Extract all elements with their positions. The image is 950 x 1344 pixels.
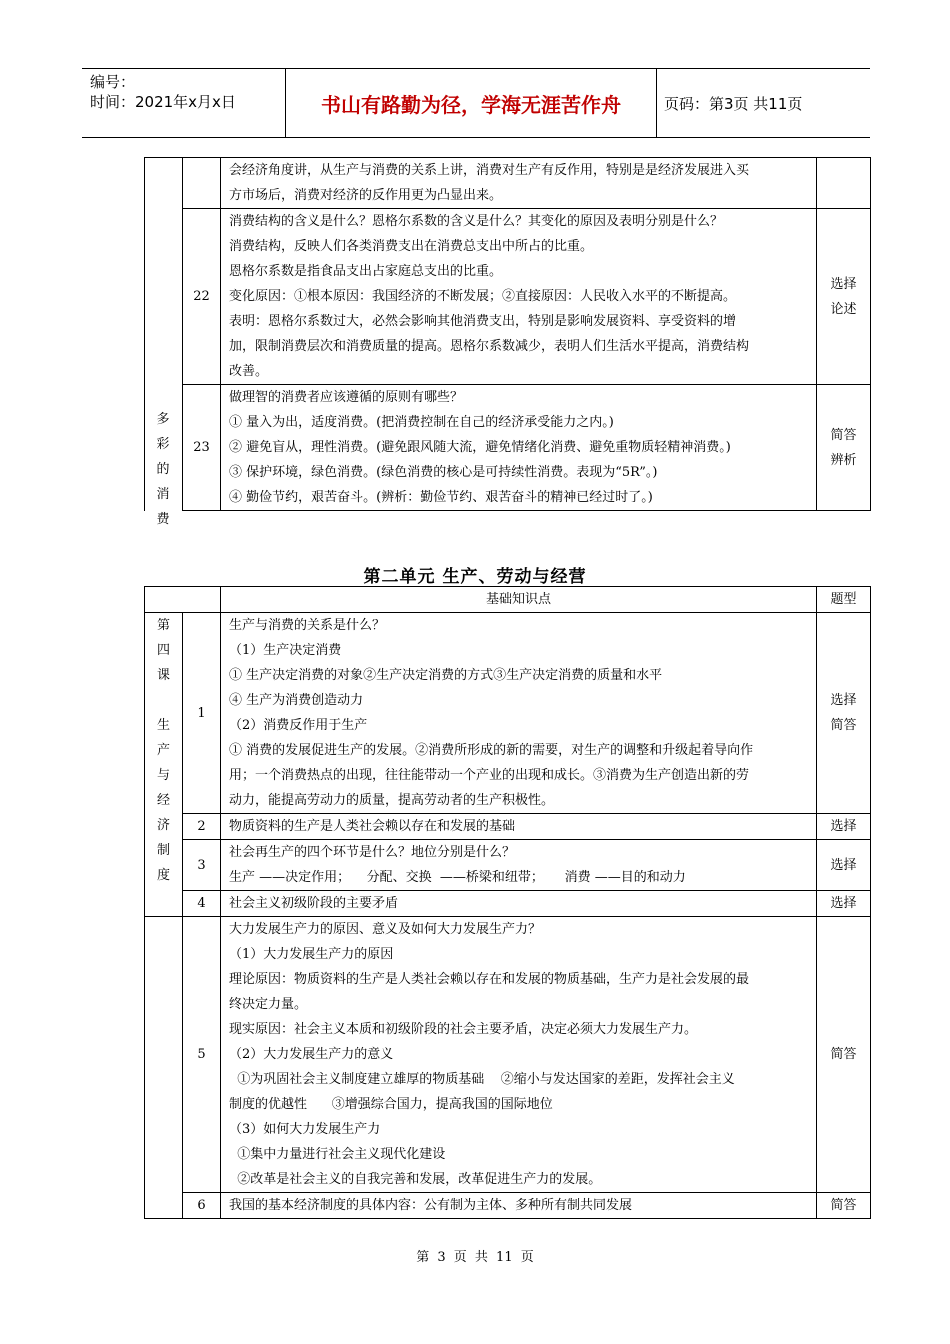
row-content <box>221 1193 817 1219</box>
content-line: 消费结构的含义是什么？恩格尔系数的含义是什么？其变化的原因及表明分别是什么？ <box>229 214 724 229</box>
row-number: 23 <box>183 385 221 511</box>
type-label: 论述 <box>830 301 857 317</box>
question-type: 简答 <box>817 1193 871 1219</box>
date-label: 时间：2021年x月x日 <box>90 93 236 111</box>
content-line: 改善。 <box>229 364 269 379</box>
col-header: 基础知识点 <box>221 587 817 613</box>
header-left-cell <box>82 69 285 137</box>
table-row <box>145 209 871 385</box>
question-type <box>817 613 871 814</box>
row-number: 5 <box>183 917 221 1193</box>
row-content <box>221 891 817 917</box>
row-content <box>221 814 817 840</box>
side-char: 费 <box>156 512 170 527</box>
content-line: ②改革是社会主义的自我完善和发展，改革促进生产力的发展。 <box>229 1172 602 1187</box>
motto: 书山有路勤为径，学海无涯苦作舟 <box>285 69 657 137</box>
type-header: 题型 <box>817 587 871 613</box>
table-row <box>145 814 871 840</box>
question-type: 简答 <box>817 917 871 1193</box>
content-line: ④ 勤俭节约，艰苦奋斗。(辨析：勤俭节约、艰苦奋斗的精神已经过时了。) <box>229 490 653 505</box>
row-number: 4 <box>183 891 221 917</box>
side-blank <box>145 917 183 1219</box>
content-line: （2）大力发展生产力的意义 <box>229 1047 394 1062</box>
row-content <box>221 613 817 814</box>
unit-title: 第二单元 生产、劳动与经营 <box>363 567 587 587</box>
content-line: 恩格尔系数是指食品支出占家庭总支出的比重。 <box>229 264 503 279</box>
side-char: 四 <box>156 643 170 658</box>
side-char: 济 <box>156 818 170 833</box>
row-number: 2 <box>183 814 221 840</box>
side-char: 消 <box>156 487 170 502</box>
side-char: 产 <box>156 743 170 758</box>
type-label: 选择 <box>830 693 857 708</box>
table-row <box>145 613 871 814</box>
page-footer: 第 3 页 共 11 页 <box>416 1250 534 1265</box>
row-content <box>221 209 817 385</box>
content-line: 加，限制消费层次和消费质量的提高。恩格尔系数减少，表明人们生活水平提高，消费结构 <box>229 339 750 354</box>
content-line: （2）消费反作用于生产 <box>229 718 368 733</box>
question-type: 选择 <box>817 814 871 840</box>
row-number: 3 <box>183 840 221 891</box>
side-char <box>145 688 182 713</box>
header-blank <box>145 587 221 613</box>
lesson-table-1 <box>144 157 871 511</box>
table-row <box>145 385 871 511</box>
content-line: 用；一个消费热点的出现，往往能带动一个产业的出现和成长。③消费为生产创造出新的劳 <box>229 768 750 783</box>
question-type <box>817 385 871 511</box>
content-line: ② 避免盲从，理性消费。(避免跟风随大流，避免情绪化消费、避免重物质轻精神消费。) <box>229 440 731 455</box>
content-line: ①为巩固社会主义制度建立雄厚的物质基础 ②缩小与发达国家的差距，发挥社会主义 <box>229 1072 735 1087</box>
side-char: 经 <box>156 793 170 808</box>
row-number: 1 <box>183 613 221 814</box>
number-label: 编号： <box>90 73 136 91</box>
question-type: 选择 <box>817 891 871 917</box>
content-line: 生产与消费的关系是什么？ <box>229 618 386 633</box>
question-type: 选择 <box>817 840 871 891</box>
side-char: 度 <box>156 868 170 883</box>
content-line: 社会主义初级阶段的主要矛盾 <box>229 896 399 911</box>
content-line: 我国的基本经济制度的具体内容：公有制为主体、多种所有制共同发展 <box>229 1198 633 1213</box>
content-line: 会经济角度讲，从生产与消费的关系上讲，消费对生产有反作用，特别是是经济发展进入买 <box>229 163 750 178</box>
side-char: 课 <box>156 668 170 683</box>
row-number: 6 <box>183 1193 221 1219</box>
content-line: 消费结构，反映人们各类消费支出在消费总支出中所占的比重。 <box>229 239 594 254</box>
question-type <box>817 158 871 209</box>
content-line: 大力发展生产力的原因、意义及如何大力发展生产力？ <box>229 922 542 937</box>
content-line: 物质资料的生产是人类社会赖以存在和发展的基础 <box>229 819 516 834</box>
question-type <box>817 209 871 385</box>
type-label: 选择 <box>830 276 857 292</box>
side-char: 的 <box>156 462 170 477</box>
content-line: 现实原因：社会主义本质和初级阶段的社会主要矛盾，决定必须大力发展生产力。 <box>229 1022 698 1037</box>
table-header-row <box>145 587 871 613</box>
content-line: 终决定力量。 <box>229 997 308 1012</box>
table-row <box>145 917 871 1193</box>
content-line: ④ 生产为消费创造动力 <box>229 693 364 708</box>
side-char: 彩 <box>156 437 170 452</box>
content-line: 社会再生产的四个环节是什么？地位分别是什么？ <box>229 845 516 860</box>
content-line: （1）生产决定消费 <box>229 643 342 658</box>
row-content <box>221 385 817 511</box>
side-char: 制 <box>156 843 170 858</box>
content-line: （1）大力发展生产力的原因 <box>229 947 394 962</box>
content-line: ③ 保护环境，绿色消费。(绿色消费的核心是可持续性消费。表现为“5R”。) <box>229 465 658 480</box>
content-line: ① 消费的发展促进生产的发展。②消费所形成的新的需要，对生产的调整和升级起着导向作 <box>229 743 754 758</box>
side-char: 第 <box>156 618 170 633</box>
page-header <box>82 68 870 138</box>
row-number: 22 <box>183 209 221 385</box>
content-line: ① 生产决定消费的对象②生产决定消费的方式③生产决定消费的质量和水平 <box>229 668 663 683</box>
content-line: 方市场后，消费对经济的反作用更为凸显出来。 <box>229 188 503 203</box>
lesson-table-2 <box>144 586 871 1219</box>
content-line: 变化原因：①根本原因：我国经济的不断发展；②直接原因：人民收入水平的不断提高。 <box>229 289 737 304</box>
table-row <box>145 1193 871 1219</box>
type-label: 辨析 <box>830 452 857 468</box>
content-line: 动力，能提高劳动力的质量，提高劳动者的生产积极性。 <box>229 793 555 808</box>
content-line: 理论原因：物质资料的生产是人类社会赖以存在和发展的物质基础，生产力是社会发展的最 <box>229 972 750 987</box>
row-number <box>183 158 221 209</box>
side-label-vertical <box>144 407 182 532</box>
content-line: 生产 ——决定作用； 分配、交换 ——桥梁和纽带； 消费 ——目的和动力 <box>229 870 686 885</box>
content-line: ① 量入为出，适度消费。(把消费控制在自己的经济承受能力之内。) <box>229 415 614 430</box>
content-line: （3）如何大力发展生产力 <box>229 1122 381 1137</box>
side-label-cell <box>145 613 183 917</box>
table-row <box>145 840 871 891</box>
content-line: 制度的优越性 ③增强综合国力，提高我国的国际地位 <box>229 1097 553 1112</box>
content-line: ①集中力量进行社会主义现代化建设 <box>229 1147 446 1162</box>
page-label: 页码：第3页 共11页 <box>664 94 803 113</box>
type-label: 简答 <box>830 427 857 443</box>
table-row <box>145 891 871 917</box>
side-char: 多 <box>156 412 170 427</box>
type-label: 简答 <box>830 718 857 733</box>
content-line: 做理智的消费者应该遵循的原则有哪些？ <box>229 390 464 405</box>
row-content <box>221 917 817 1193</box>
side-char: 生 <box>156 718 170 733</box>
side-char: 与 <box>156 768 170 783</box>
row-content <box>221 840 817 891</box>
content-line: 表明：恩格尔系数过大，必然会影响其他消费支出，特别是影响发展资料、享受资料的增 <box>229 314 737 329</box>
row-content <box>221 158 817 209</box>
table-row <box>145 158 871 209</box>
